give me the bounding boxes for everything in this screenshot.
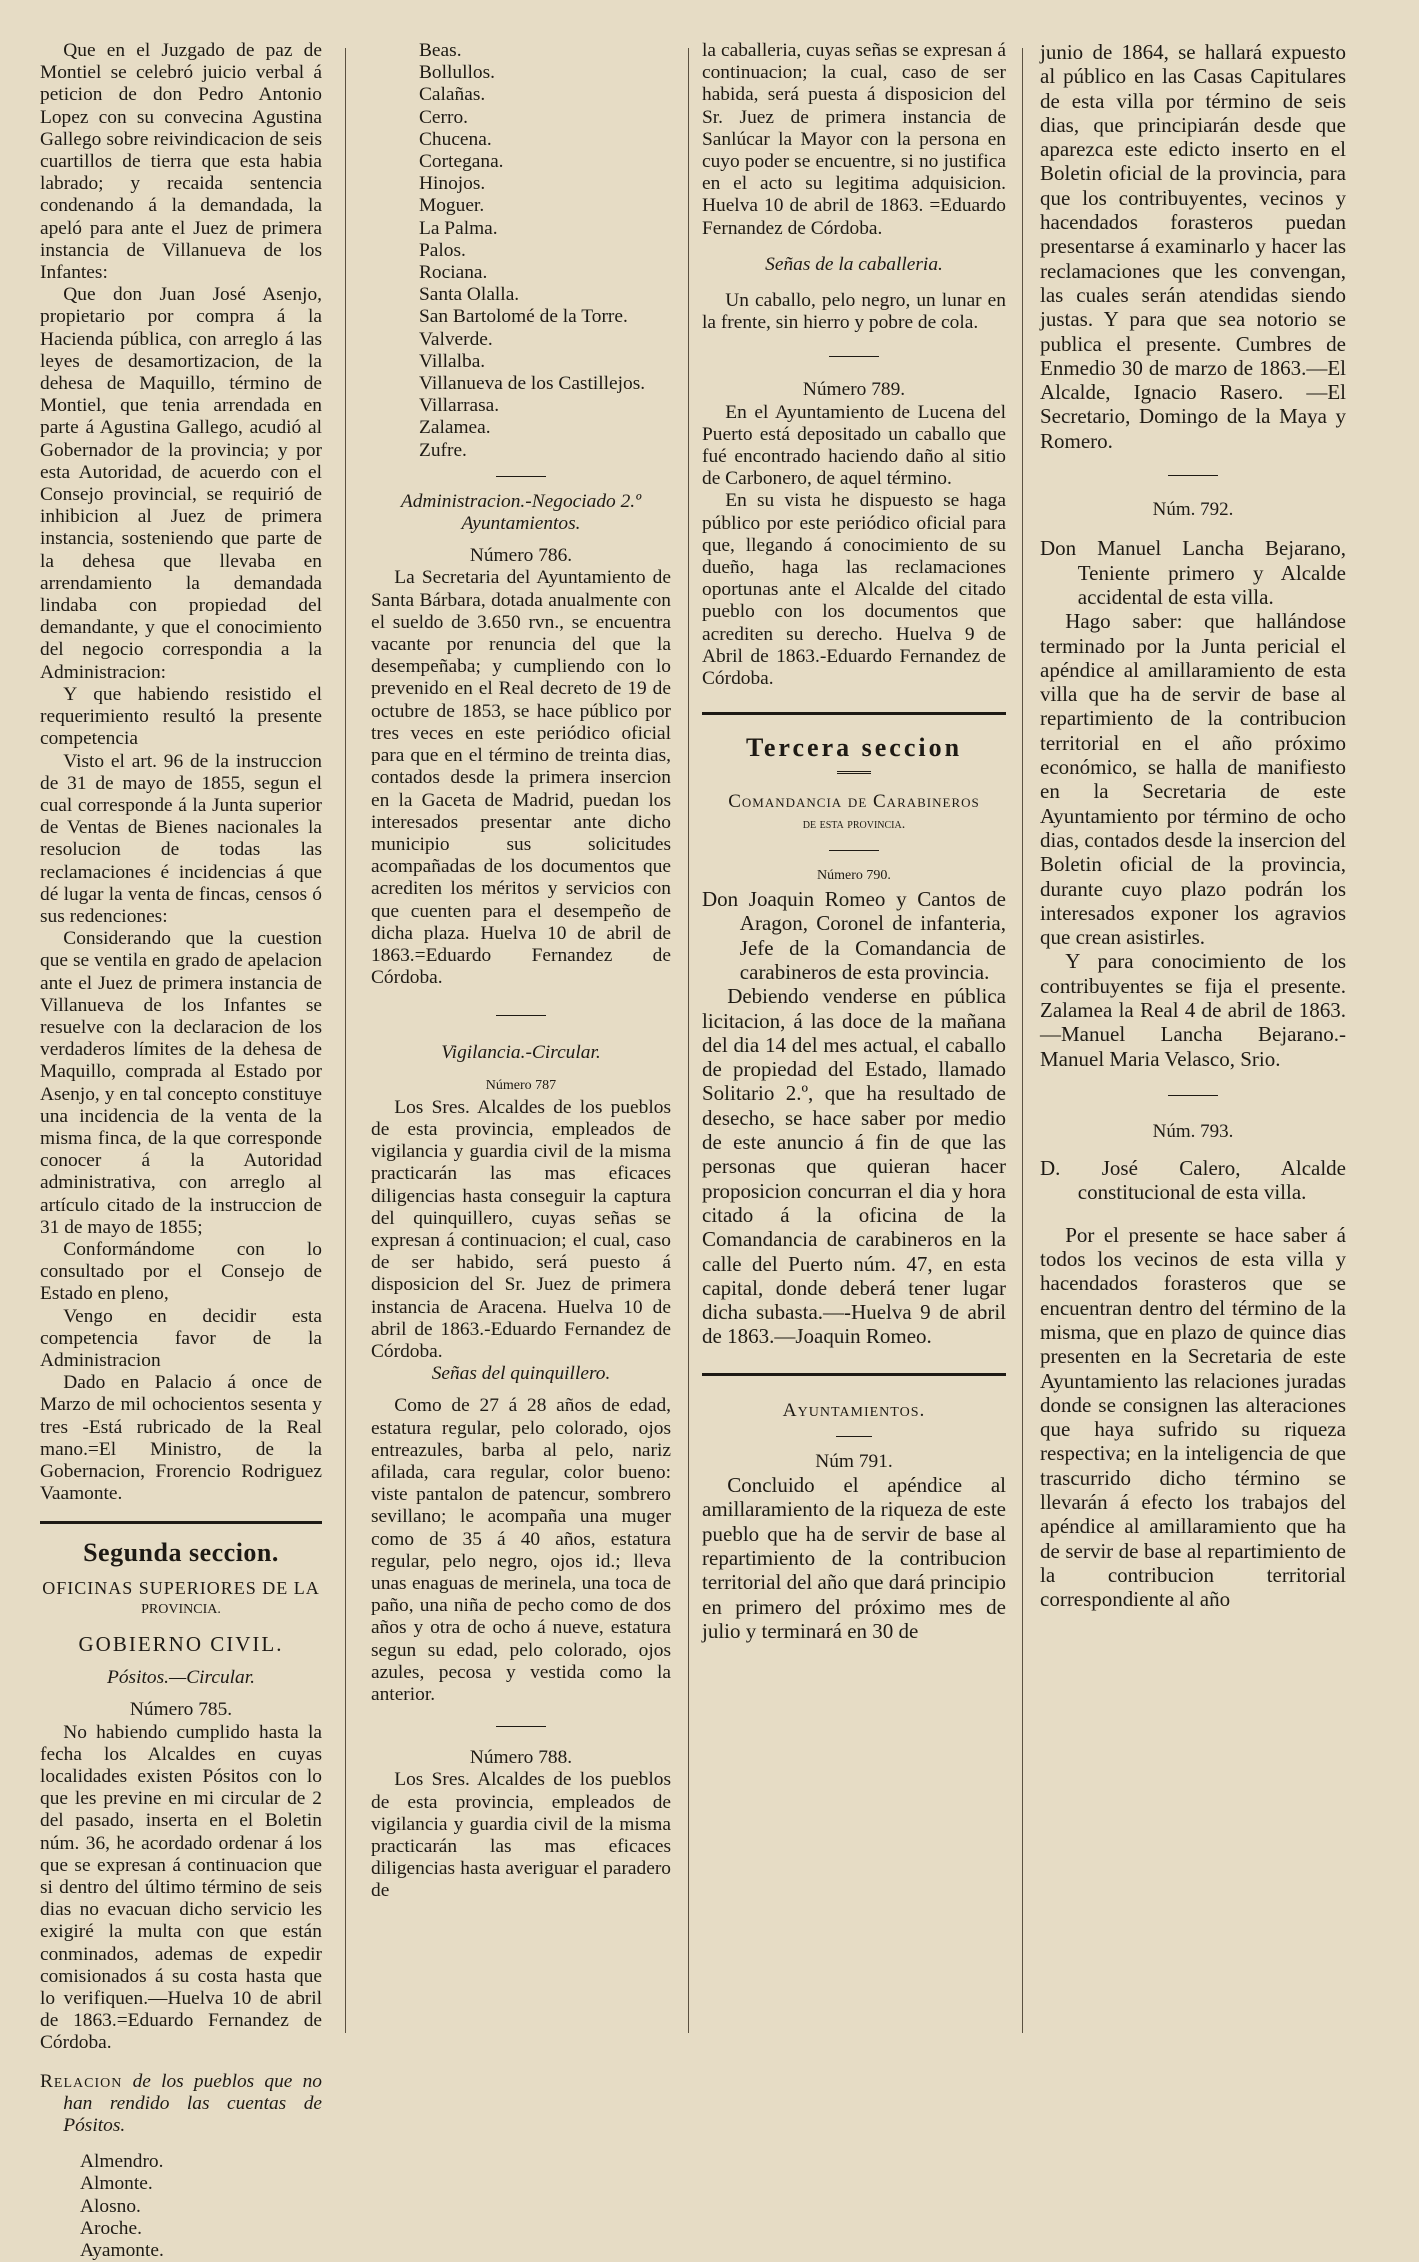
list-item: Almendro. [80,2151,164,2173]
paragraph: Y para conocimiento de los contribuyentes se fija el presente. Zalamea la Real 4 de abril de 1863.—Manuel Lancha Bejarano.-Manuel Maria Velasco, Srio. [1040,949,1346,1071]
org-title-text: OFICINAS SUPERIORES DE LA [42,1577,320,1598]
divider [1168,1095,1218,1096]
list-item: Chucena. [419,128,492,150]
list-item: Aroche. [80,2217,142,2239]
list-item: Calañas. [419,84,486,106]
list-item: Palos. [419,239,466,261]
notice-heading: Don Manuel Lancha Bejarano, Teniente primero y Alcalde accidental de esta villa. [1040,536,1346,609]
paragraph: Hago saber: que hallándose terminado por la Junta pericial el apéndice al amillaramiento de esta villa que ha de servir de base al repartimiento de la contribucion territorial en el año próximo económico, se halla de manifiesto en la Secretaria de este Ayuntamiento por término de ocho dias, contados desde la insercion del Boletin oficial de la provincia, durante cuyo plazo podrán los interesados exponer los agravios que crean asistirles. [1040,609,1346,950]
paragraph: Conformándome con lo consultado por el Consejo de Estado en pleno, [40,1238,322,1305]
list-item: Zalamea. [419,417,491,439]
subheading: Señas de la caballeria. [765,253,943,275]
org-title [40,1577,322,1621]
notice-heading: D. José Calero, Alcalde constitucional de esta villa. [1040,1156,1346,1205]
list-item: Beas. [419,40,462,61]
notice-number: Número 790. [817,867,891,883]
org-subtitle: de esta provincia. [802,816,906,832]
list-item: Valverde. [419,328,493,350]
column-rule [1022,48,1023,2033]
paragraph: La Secretaria del Ayuntamiento de Santa Bárbara, dotada anualmente con el sueldo de 3.650 rvn., se encuentra vacante por renuncia del que la desempeñaba; y cumpliendo con lo prevenido en el Real decreto de 19 de octubre de 1853, se hace público por tres veces en este periódico oficial para que en el término de treinta dias, contados desde la primera insercion en la Gaceta de Madrid, puedan los interesados presentar ante dicho municipio sus solicitudes acompañadas de los documentos que acrediten los méritos y servicios con que cuenten para el desempeño de dicha plaza. Huelva 10 de abril de 1863.=Eduardo Fernandez de Córdoba. [371,567,671,989]
list-item: La Palma. [419,217,498,239]
paragraph: Los Sres. Alcaldes de los pueblos de esta provincia, empleados de vigilancia y guardia civil de la misma practicarán las mas eficaces diligencias hasta conseguir la captura del quinquillero, cuyas señas se expresan á continuacion; el cual, caso de ser habido, será puesto á disposicion del Sr. Juez de primera instancia de Aracena. Huelva 10 de abril de 1863.-Eduardo Fernandez de Córdoba. [371,1096,671,1362]
paragraph: Y que habiendo resistido el requerimiento resultó la presente competencia [40,683,322,750]
paragraph: Debiendo venderse en pública licitacion, á las doce de la mañana del dia 14 del mes actual, el caballo de propiedad del Estado, llamado Solitario 2.º, que ha resultado de desecho, se hace saber por medio de este anuncio á fin de que las personas que quieran hacer proposicion concurran el dia y hora citado á la oficina de la Comandancia de carabineros en la calle del Puerto núm. 47, en esta capital, donde deberá tener lugar dicha subasta.—-Huelva 9 de abril de 1863.—Joaquin Romeo. [702,984,1006,1349]
notice-number: Núm 791. [815,1450,893,1472]
list-item: Villarrasa. [419,395,500,417]
paragraph: junio de 1864, se hallará expuesto al público en las Casas Capitulares de esta villa por término de seis dias, que principiarán desde que aparezca este edicto inserto en el Boletin oficial de la provincia, para que los contribuyentes, vecinos y hacendados forasteros puedan presentarse á examinarlo y hacer las reclamaciones que les convengan, las cuales serán atendidas siendo justas. Y para que sea notorio se publica el presente. Cumbres de Enmedio 30 de marzo de 1863.—El Alcalde, Ignacio Rasero. —El Secretario, Domingo de la Maya y Romero. [1040,40,1346,453]
section-title: Segunda seccion. [83,1538,279,1568]
paragraph: En el Ayuntamiento de Lucena del Puerto está depositado un caballo que fué encontrado haciendo daño al sitio de Carbonero, de aquel término. [702,401,1006,490]
notice-number: Número 786. [469,545,573,567]
divider [496,1015,546,1016]
list-item: Moguer. [419,195,485,217]
paragraph: En su vista he dispuesto se haga público por este periódico oficial para que, llegando á conocimiento de su dueño, haga las reclamaciones oportunas ante el Alcalde del citado pueblo con los documentos que acrediten su derecho. Huelva 9 de Abril de 1863.-Eduardo Fernandez de Córdoba. [702,490,1006,690]
divider [496,1726,546,1727]
list-item: Alosno. [80,2195,141,2217]
list-item: Ayamonte. [80,2240,164,2262]
section-heading: Administracion.-Negociado 2.º Ayuntamientos. [400,490,642,535]
paragraph: Que don Juan José Asenjo, propietario por compra á la Hacienda pública, con arreglo á las leyes de desamortizacion, de la dehesa de Maquillo, término de Montiel, que tenia arrendada en parte á Agustina Gallego, acudió al Gobernador de la provincia; y por esta Autoridad, de acuerdo con el Consejo provincial, se requirió de inhibicion al Juez de primera instancia, sosteniendo que parte de la dehesa que llevaba en arrendamiento la demandada lindaba con propiedad del demandante, y que el conocimiento del negocio correspondia a la Administracion: [40,284,322,683]
column-rule [345,48,346,2033]
section-heading: Ayuntamientos. [782,1399,926,1421]
paragraph: Que en el Juzgado de paz de Montiel se celebró juicio verbal á peticion de don Pedro Antonio Lopez con su convecina Agustina Gallego sobre reivindicacion de seis cuartillos de tierra que esta habia labrado; y recaida sentencia condenando á la demandada, la apeló para ante el Juez de primera instancia de Villanueva de los Infantes: [40,40,322,284]
subheading: Señas del quinquillero. [431,1363,611,1385]
section-divider [40,1521,322,1524]
column-1 [40,40,322,2262]
paragraph: Visto el art. 96 de la instruccion de 31 de mayo de 1855, segun el cual corresponde á la Junta superior de Ventas de Bienes nacionales la resolucion de todas las reclamaciones é incidencias á que dé lugar la venta de fincas, censos ó sus redenciones: [40,750,322,927]
paragraph: Un caballo, pelo negro, un lunar en la frente, sin hierro y pobre de cola. [702,290,1006,334]
notice-number: Número 789. [802,379,906,401]
subtitle: Pósitos.—Circular. [107,1667,255,1689]
paragraph: Dado en Palacio á once de Marzo de mil ochocientos sesenta y tres -Está rubricado de la Real mano.=El Ministro, de la Gobernacion, Frorencio Rodriguez Vaamonte. [40,1372,322,1505]
divider [837,771,871,775]
section-heading: Vigilancia.-Circular. [441,1042,601,1064]
paragraph: Considerando que la cuestion que se ventila en grado de apelacion ante el Juez de primera instancia de Villanueva de los Infantes se resuelve con la declaracion de los verdaderos límites de la dehesa de Maquillo, comprada al Estado por Asenjo, y en tal concepto constituye una incidencia de la venta de la misma finca, de la que corresponde conocer á la Autoridad administrativa, con arreglo al artículo citado de la instruccion de 31 de mayo de 1855; [40,928,322,1238]
relacion-rest: de los pueblos que no han rendido las cuentas de Pósitos. [63,2070,322,2137]
list-item: Cerro. [419,106,468,128]
paragraph: Por el presente se hace saber á todos los vecinos de esta villa y hacendados forasteros que se encuentran dentro del término de la misma, que en plazo de quince dias presenten en la Secretaria de este Ayuntamiento las relaciones juradas donde se consignen las alteraciones que haya sufrido su riqueza respectiva; en la inteligencia de que trascurrido dicho término se llevarán á efecto los trabajos del apéndice al amillaramiento que ha de servir de base al repartimiento de la contribucion territorial correspondiente al año [1040,1222,1346,1612]
list-item: Cortegana. [419,151,504,173]
list-item: Santa Olalla. [419,284,520,306]
notice-number: Número 785. [129,1699,233,1721]
notice-number: Núm. 793. [1152,1120,1234,1142]
list-item: Villanueva de los Castillejos. [419,373,646,395]
org-title [702,791,1006,835]
org-subtitle: PROVINCIA. [141,1601,221,1617]
list-item: Rociana. [419,262,488,284]
gov-title: GOBIERNO CIVIL. [78,1632,284,1657]
section-title: Tercera seccion [745,733,963,763]
column-rule [688,48,689,2033]
divider [829,356,879,357]
town-list [419,40,671,462]
list-item: Bollullos. [419,62,495,84]
column-2 [371,40,671,2035]
paragraph: la caballeria, cuyas señas se expresan á continuacion; la cual, caso de ser habida, será puesta á disposicion del Sr. Juez de primera instancia de Sanlúcar la Mayor con la persona en cuyo poder se encuentre, si no justifica en el acto su legitima adquisicion. Huelva 10 de abril de 1863. =Eduardo Fernandez de Córdoba. [702,40,1006,239]
list-item: Almonte. [80,2173,153,2195]
divider [829,850,879,851]
column-4 [1040,40,1346,2035]
column-3 [702,40,1006,2035]
paragraph: Los Sres. Alcaldes de los pueblos de esta provincia, empleados de vigilancia y guardia civil de la misma practicarán las mas eficaces diligencias hasta averiguar el paradero de [371,1769,671,1902]
paragraph: No habiendo cumplido hasta la fecha los Alcaldes en cuyas localidades existen Pósitos con lo que les previne en mi circular de 2 del pasado, inserta en el Boletin núm. 36, he acordado ordenar á los que se expresan á continuacion que si dentro del último término de seis dias no evacuan dicho servicio les exigiré la multa con que están conminados, ademas de expedir comisionados á su costa hasta que lo verifiquen.—Huelva 10 de abril de 1863.=Eduardo Fernandez de Córdoba. [40,1721,322,2054]
list-item: Villalba. [419,350,486,372]
section-divider [702,712,1006,715]
divider [1168,475,1218,476]
section-divider [702,1373,1006,1376]
list-item: Hinojos. [419,173,486,195]
notice-number: Número 787 [485,1077,557,1093]
divider [496,476,546,477]
org-title-text: Comandancia de Carabineros [728,791,980,813]
notice-heading: Don Joaquin Romeo y Cantos de Aragon, Coronel de infanteria, Jefe de la Comandancia de carabineros de esta provincia. [702,887,1006,984]
relacion-heading [40,2071,322,2138]
notice-number: Número 788. [469,1747,573,1769]
list-item: Zufre. [419,439,467,461]
notice-number: Núm. 792. [1152,499,1234,521]
paragraph: Como de 27 á 28 años de edad, estatura regular, pelo colorado, ojos entreazules, barba al pelo, nariz afilada, cara regular, color bueno: viste pantalon de patencur, sombrero sevillano; le acompaña una muger como de 35 á 40 años, estatura regular, pelo negro, ojos id.; lleva unas enaguas de merinela, una toca de paño, una niña de pecho como de dos años y otra de ocho á nueve, estatura segun su edad, pelo colorado, ojos azules, pecosa y vestida como la anterior. [371,1395,671,1706]
list-item: San Bartolomé de la Torre. [419,306,628,328]
relacion-lead: Relacion [40,2070,123,2092]
divider [836,1436,872,1437]
paragraph: Vengo en decidir esta competencia favor de la Administracion [40,1305,322,1371]
paragraph: Concluido el apéndice al amillaramiento de la riqueza de este pueblo que ha de servir de base al repartimiento de la contribucion territorial del año que dará principio en primero del próximo mes de julio y terminará en 30 de [702,1473,1006,1643]
town-list [80,2151,322,2262]
